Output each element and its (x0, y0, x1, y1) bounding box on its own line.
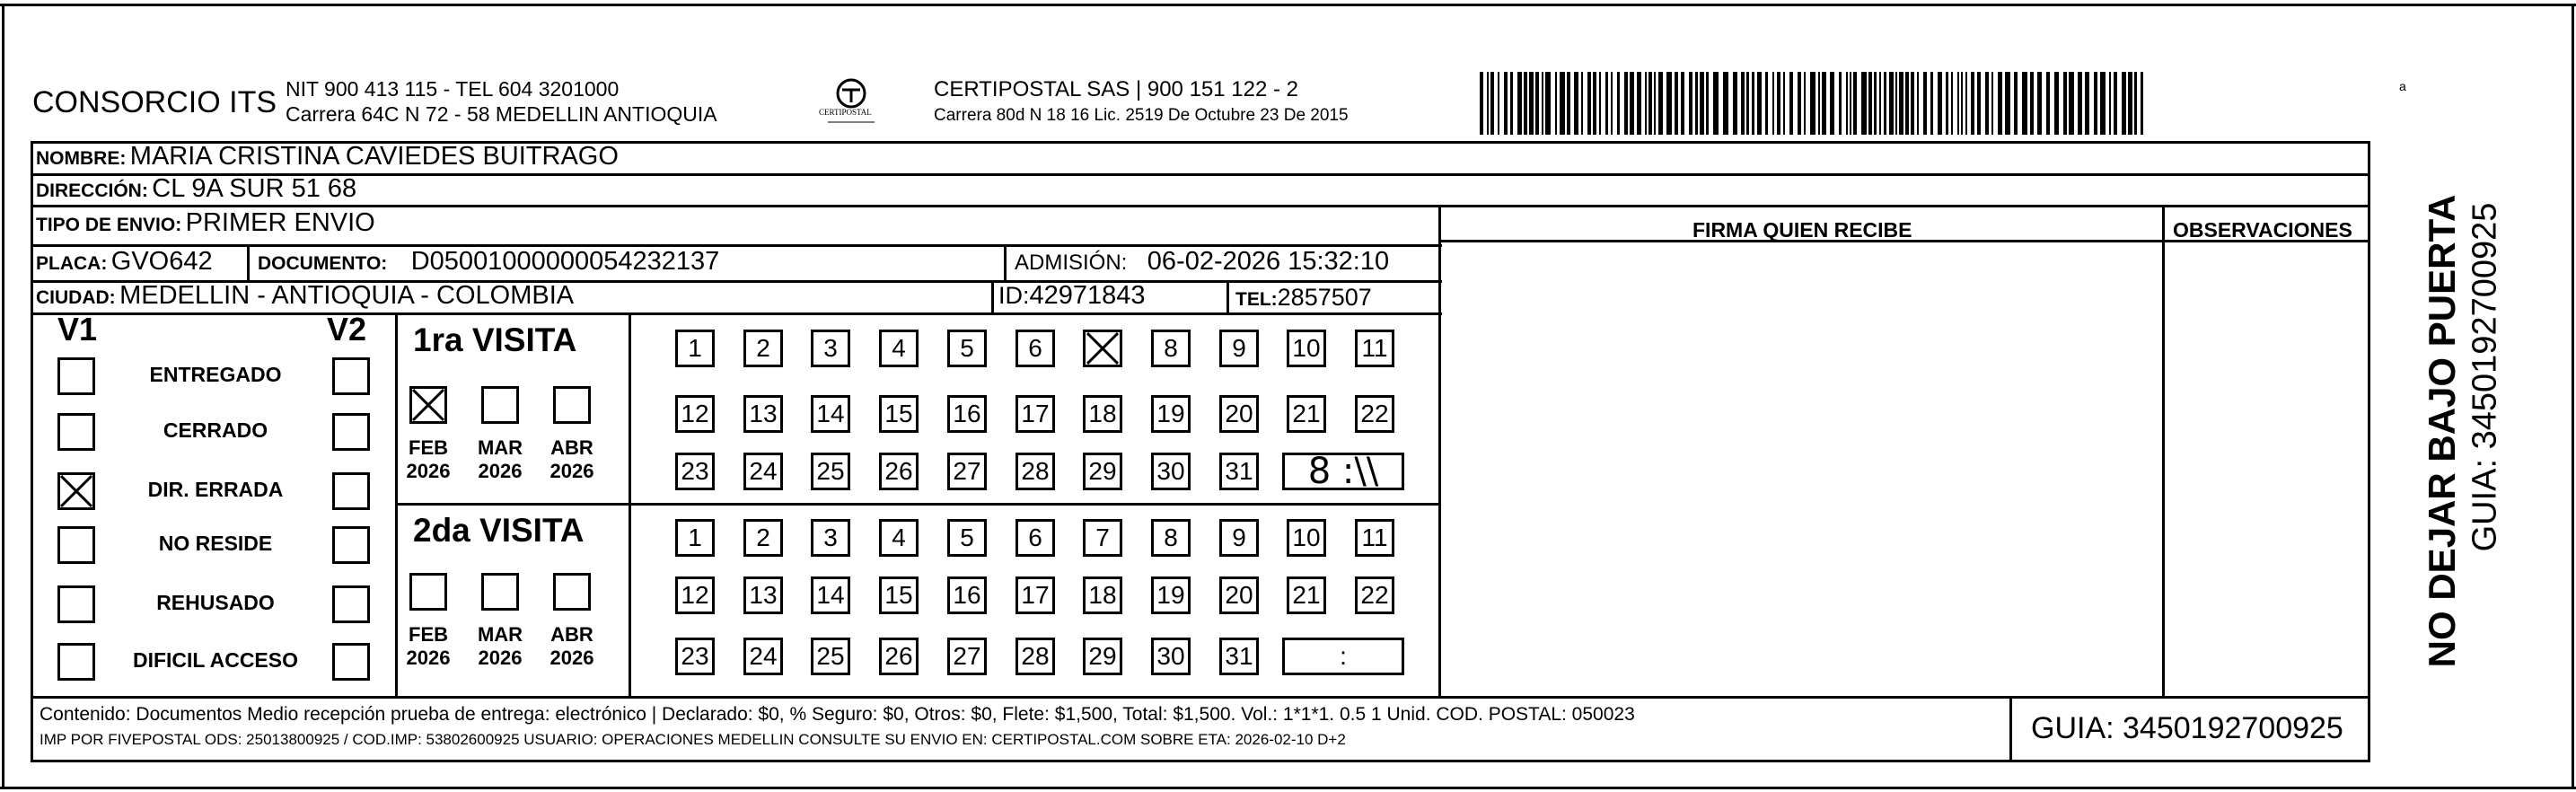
firma-header: FIRMA QUIEN RECIBE (1692, 218, 1912, 242)
first-visit-day-10[interactable]: 10 (1287, 330, 1326, 367)
second-visit-month-checkbox[interactable] (553, 573, 591, 611)
second-visit-day-23[interactable]: 23 (675, 638, 715, 675)
first-visit-day-5[interactable]: 5 (947, 330, 987, 367)
first-visit-month-checkbox[interactable] (553, 386, 591, 424)
certipostal-address: Carrera 80d N 18 16 Lic. 2519 De Octubre 23 De 2015 (934, 106, 1349, 125)
v2-checkbox[interactable] (332, 526, 370, 564)
status-label: REHUSADO (156, 591, 275, 614)
first-visit-month-checkbox[interactable] (409, 386, 447, 424)
nombre-field (36, 142, 619, 172)
first-visit-day-18[interactable]: 18 (1083, 395, 1122, 433)
second-visit-time[interactable]: : (1282, 638, 1404, 675)
second-visit-day-5[interactable]: 5 (947, 519, 987, 557)
company-address: Carrera 64C N 72 - 58 MEDELLIN ANTIOQUIA (286, 102, 717, 126)
second-visit-day-3[interactable]: 3 (811, 519, 850, 557)
visit-divider (395, 503, 1438, 506)
top-border (0, 4, 2576, 6)
first-visit-day-26[interactable]: 26 (879, 453, 919, 490)
v2-checkbox[interactable] (332, 357, 370, 395)
v1-checkbox[interactable] (57, 357, 95, 395)
second-visit-day-17[interactable]: 17 (1015, 576, 1055, 614)
first-visit-day-13[interactable]: 13 (743, 395, 783, 433)
second-visit-day-12[interactable]: 12 (675, 576, 715, 614)
month-year: 2026 (549, 647, 594, 669)
first-visit-day-24[interactable]: 24 (743, 453, 783, 490)
col-line (2009, 696, 2012, 762)
admision-value: 06-02-2026 15:32:10 (1147, 247, 1390, 276)
second-visit-day-30[interactable]: 30 (1151, 638, 1191, 675)
footer-line1: Contenido: Documentos Medio recepción prueba de entrega: electrónico | Declarado: $0, % Seguro: $0, Otros: $0, Flete: $1,500, Total: $1,500. Vol.: 1*1*1. 0.5 1 Unid. COD. POSTAL: 050023 (40, 704, 1635, 725)
v2-checkbox[interactable] (332, 413, 370, 451)
tipo-label: TIPO DE ENVIO: (36, 215, 182, 235)
second-visit-day-31[interactable]: 31 (1219, 638, 1259, 675)
first-visit-day-16[interactable]: 16 (947, 395, 987, 433)
right-border (2572, 4, 2574, 789)
side-title: NO DEJAR BAJO PUERTA (2421, 194, 2463, 668)
second-visit-day-21[interactable]: 21 (1287, 576, 1326, 614)
month-year: 2026 (478, 647, 523, 669)
footer-guia: GUIA: 3450192700925 (2031, 711, 2343, 745)
tel-value: 2857507 (1277, 284, 1372, 311)
second-visit-day-19[interactable]: 19 (1151, 576, 1191, 614)
second-visit-day-20[interactable]: 20 (1219, 576, 1259, 614)
status-label: DIFICIL ACCESO (132, 648, 298, 672)
id-label: ID: (998, 282, 1030, 309)
second-visit-day-27[interactable]: 27 (947, 638, 987, 675)
second-visit-day-6[interactable]: 6 (1015, 519, 1055, 557)
row-line (31, 205, 2370, 207)
tipo-value: PRIMER ENVIO (185, 208, 375, 237)
v2-checkbox[interactable] (332, 472, 370, 510)
left-border (2, 4, 4, 789)
v2-checkbox[interactable] (332, 643, 370, 681)
second-visit-day-26[interactable]: 26 (879, 638, 919, 675)
first-visit-title: 1ra VISITA (413, 321, 577, 358)
first-visit-day-12[interactable]: 12 (675, 395, 715, 433)
documento-label: DOCUMENTO: (258, 253, 388, 274)
first-visit-day-11[interactable]: 11 (1355, 330, 1394, 367)
v1-checkbox[interactable] (57, 526, 95, 564)
status-label: NO RESIDE (158, 532, 273, 555)
barcode (1480, 72, 2146, 135)
second-visit-day-1[interactable]: 1 (675, 519, 715, 557)
v1-checkbox[interactable] (57, 472, 95, 510)
first-visit-day-15[interactable]: 15 (879, 395, 919, 433)
admision-field (1015, 247, 1389, 277)
first-visit-day-4[interactable]: 4 (879, 330, 919, 367)
first-visit-day-8[interactable]: 8 (1151, 330, 1191, 367)
ciudad-value: MEDELLIN - ANTIOQUIA - COLOMBIA (119, 281, 575, 310)
first-visit-day-31[interactable]: 31 (1219, 453, 1259, 490)
logo-text: CERTIPOSTAL (819, 108, 872, 117)
second-visit-day-8[interactable]: 8 (1151, 519, 1191, 557)
certipostal-name: CERTIPOSTAL SAS | 900 151 122 - 2 (934, 77, 1298, 101)
corner-mark: a (2399, 79, 2406, 93)
second-visit-title: 2da VISITA (413, 512, 585, 549)
certipostal-logo (815, 75, 887, 126)
first-visit-day-1[interactable]: 1 (675, 330, 715, 367)
direccion-field (36, 174, 356, 204)
month-name: ABR (550, 623, 593, 646)
col-line (1438, 205, 1441, 697)
row-line (31, 312, 1442, 315)
month-name: FEB (409, 436, 448, 459)
nombre-value: MARIA CRISTINA CAVIEDES BUITRAGO (129, 142, 619, 171)
first-visit-day-6[interactable]: 6 (1015, 330, 1055, 367)
bottom-border (0, 787, 2576, 789)
second-visit-day-11[interactable]: 11 (1355, 519, 1394, 557)
status-label: ENTREGADO (149, 363, 282, 386)
month-year: 2026 (478, 460, 523, 482)
second-visit-day-13[interactable]: 13 (743, 576, 783, 614)
second-visit-month-checkbox[interactable] (481, 573, 519, 611)
second-visit-day-2[interactable]: 2 (743, 519, 783, 557)
first-visit-month-label (544, 436, 600, 483)
second-visit-month-label (400, 623, 456, 670)
second-visit-day-15[interactable]: 15 (879, 576, 919, 614)
row-line (31, 173, 2370, 176)
ciudad-label: CIUDAD: (36, 287, 116, 308)
second-visit-day-9[interactable]: 9 (1219, 519, 1259, 557)
v1-header: V1 (57, 311, 98, 348)
first-visit-day-2[interactable]: 2 (743, 330, 783, 367)
first-visit-day-25[interactable]: 25 (811, 453, 850, 490)
status-label: DIR. ERRADA (147, 478, 284, 501)
first-visit-month-label (472, 436, 528, 483)
second-visit-month-label (472, 623, 528, 670)
admision-label: ADMISIÓN: (1015, 251, 1128, 275)
footer-line (31, 696, 2370, 699)
id-value: 42971843 (1029, 281, 1146, 310)
second-visit-month-checkbox[interactable] (409, 573, 447, 611)
first-visit-day-21[interactable]: 21 (1287, 395, 1326, 433)
col-line (991, 280, 994, 312)
placa-label: PLACA: (36, 253, 108, 274)
observaciones-header: OBSERVACIONES (2173, 218, 2352, 242)
first-visit-day-27[interactable]: 27 (947, 453, 987, 490)
v2-header: V2 (327, 311, 367, 348)
second-visit-day-28[interactable]: 28 (1015, 638, 1055, 675)
month-name: FEB (409, 623, 448, 646)
second-visit-day-16[interactable]: 16 (947, 576, 987, 614)
col-line (2162, 205, 2165, 697)
first-visit-day-22[interactable]: 22 (1355, 395, 1394, 433)
second-visit-day-29[interactable]: 29 (1083, 638, 1122, 675)
documento-field (258, 247, 719, 277)
col-line (1226, 280, 1229, 312)
second-visit-day-7[interactable]: 7 (1083, 519, 1122, 557)
first-visit-month-label (400, 436, 456, 483)
second-visit-day-4[interactable]: 4 (879, 519, 919, 557)
second-visit-month-label (544, 623, 600, 670)
first-visit-month-checkbox[interactable] (481, 386, 519, 424)
documento-value: D05001000000054232137 (410, 247, 720, 276)
second-visit-day-24[interactable]: 24 (743, 638, 783, 675)
form-frame (31, 141, 2370, 762)
status-label: CERRADO (163, 418, 268, 442)
company-name: CONSORCIO ITS (32, 85, 277, 119)
nombre-label: NOMBRE: (36, 148, 127, 169)
first-visit-day-30[interactable]: 30 (1151, 453, 1191, 490)
month-year: 2026 (406, 460, 451, 482)
first-visit-time[interactable]: 8 :\\ (1282, 453, 1404, 490)
month-name: ABR (550, 436, 593, 459)
direccion-label: DIRECCIÓN: (36, 180, 148, 201)
tipo-field (36, 208, 375, 238)
second-visit-day-25[interactable]: 25 (811, 638, 850, 675)
first-visit-day-9[interactable]: 9 (1219, 330, 1259, 367)
first-visit-day-20[interactable]: 20 (1219, 395, 1259, 433)
first-visit-day-29[interactable]: 29 (1083, 453, 1122, 490)
month-year: 2026 (406, 647, 451, 669)
first-visit-day-14[interactable]: 14 (811, 395, 850, 433)
tel-field (1235, 284, 1372, 312)
v1-checkbox[interactable] (57, 643, 95, 681)
month-name: MAR (477, 436, 523, 459)
first-visit-day-17[interactable]: 17 (1015, 395, 1055, 433)
month-name: MAR (477, 623, 523, 646)
direccion-value: CL 9A SUR 51 68 (152, 174, 357, 203)
id-field (998, 281, 1146, 311)
first-visit-day-28[interactable]: 28 (1015, 453, 1055, 490)
side-guia: GUIA: 3450192700925 (2466, 202, 2504, 552)
second-visit-day-14[interactable]: 14 (811, 576, 850, 614)
second-visit-day-18[interactable]: 18 (1083, 576, 1122, 614)
second-visit-day-10[interactable]: 10 (1287, 519, 1326, 557)
first-visit-day-23[interactable]: 23 (675, 453, 715, 490)
first-visit-day-7[interactable] (1083, 330, 1122, 367)
first-visit-day-3[interactable]: 3 (811, 330, 850, 367)
second-visit-day-22[interactable]: 22 (1355, 576, 1394, 614)
v2-checkbox[interactable] (332, 585, 370, 623)
ciudad-field (36, 281, 574, 311)
placa-value: GVO642 (110, 247, 213, 276)
col-line (1004, 244, 1007, 280)
footer-line2: IMP POR FIVEPOSTAL ODS: 25013800925 / COD.IMP: 53802600925 USUARIO: OPERACIONES MEDELLIN CONSULTE SU ENVIO EN: CERTIPOSTAL.COM SOBRE ETA: 2026-02-10 D+2 (40, 731, 1346, 748)
tel-label: TEL: (1235, 289, 1278, 310)
month-year: 2026 (549, 460, 594, 482)
v1-checkbox[interactable] (57, 413, 95, 451)
placa-field (36, 247, 213, 277)
col-line (247, 244, 250, 280)
v1-checkbox[interactable] (57, 585, 95, 623)
first-visit-day-19[interactable]: 19 (1151, 395, 1191, 433)
company-nit: NIT 900 413 115 - TEL 604 3201000 (286, 77, 620, 101)
